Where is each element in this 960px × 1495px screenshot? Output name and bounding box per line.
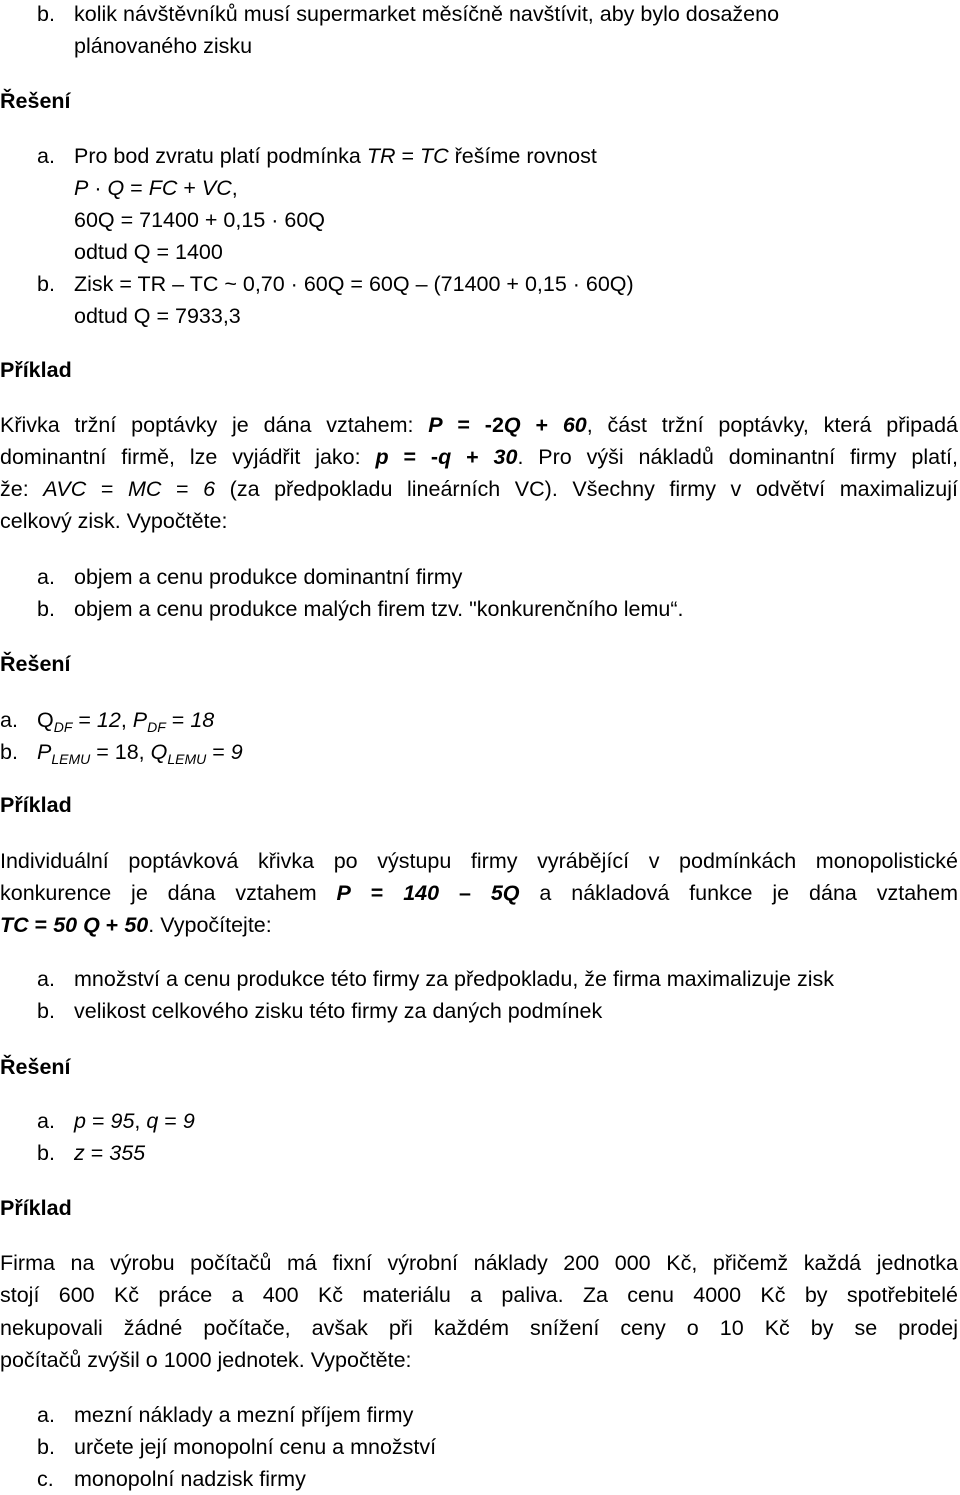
paragraph-line: Křivka tržní poptávky je dána vztahem: P = -2Q + 60, část tržní poptávky, která připadá <box>0 413 958 437</box>
solution-heading: Řešení <box>0 89 71 113</box>
equation: Zisk = TR – TC ~ 0,70 · 60Q = 60Q – (71400 + 0,15 · 60Q) <box>74 272 634 296</box>
list-marker: b. <box>37 1141 55 1165</box>
equation: odtud Q = 1400 <box>74 240 223 264</box>
list-marker: a. <box>37 565 55 589</box>
paragraph-line: konkurence je dána vztahem P = 140 – 5Q a nákladová funkce je dána vztahem <box>0 881 959 905</box>
solution-line: Pro bod zvratu platí podmínka TR = TC řešíme rovnost <box>74 144 597 168</box>
equation: P · Q = FC + VC, <box>74 176 238 200</box>
list-marker: b. <box>37 597 55 621</box>
solution-heading: Řešení <box>0 652 71 676</box>
result: $Q_{DF} = 12$, $P_{DF} = 18$ <box>37 708 215 735</box>
list-marker: b. <box>37 2 55 26</box>
paragraph-line: Firma na výrobu počítačů má fixní výrobní náklady 200 000 Kč, přičemž každá jednotka <box>0 1251 958 1275</box>
list-item-text: kolik návštěvníků musí supermarket měsíčně navštívit, aby bylo dosaženo <box>74 2 780 26</box>
list-item-text: určete její monopolní cenu a množství <box>74 1435 437 1459</box>
paragraph-line: že: AVC = MC = 6 (za předpokladu lineárních VC). Všechny firmy v odvětví maximalizují <box>0 477 958 501</box>
paragraph-line: dominantní firmě, lze vyjádřit jako: p = -q + 30. Pro výši nákladů dominantní firmy platí, <box>0 445 958 469</box>
equation: 60Q = 71400 + 0,15 · 60Q <box>74 208 326 232</box>
list-item-text: množství a cenu produkce této firmy za předpokladu, že firma maximalizuje zisk <box>74 967 834 991</box>
list-item-text: objem a cenu produkce malých firem tzv. "konkurenčního lemu“. <box>74 597 684 621</box>
list-marker: a. <box>37 967 55 991</box>
result: p = 95, q = 9 <box>74 1109 195 1133</box>
paragraph-line: Individuální poptávková křivka po výstupu firmy vyrábějící v podmínkách monopolistické <box>0 849 958 873</box>
example-heading: Příklad <box>0 358 72 382</box>
paragraph-line: stojí 600 Kč práce a 400 Kč materiálu a paliva. Za cenu 4000 Kč by spotřebitelé <box>0 1283 958 1307</box>
list-marker: a. <box>37 1109 55 1133</box>
list-item-text: mezní náklady a mezní příjem firmy <box>74 1403 414 1427</box>
paragraph-line: počítačů zvýšil o 1000 jednotek. Vypočtěte: <box>0 1348 412 1372</box>
list-marker: a. <box>37 1403 55 1427</box>
result: z = 355 <box>74 1141 146 1165</box>
example-heading: Příklad <box>0 1196 72 1220</box>
paragraph-line: celkový zisk. Vypočtěte: <box>0 509 228 533</box>
paragraph-line: nekupovali žádné počítače, avšak při každém snížení ceny o 10 Kč by se prodej <box>0 1316 958 1340</box>
list-item-text: plánovaného zisku <box>74 34 253 58</box>
list-marker: a. <box>0 708 18 732</box>
list-marker: b. <box>37 999 55 1023</box>
paragraph-line: TC = 50 Q + 50. Vypočítejte: <box>0 913 272 937</box>
equation: odtud Q = 7933,3 <box>74 304 241 328</box>
example-heading: Příklad <box>0 793 72 817</box>
list-item-text: velikost celkového zisku této firmy za daných podmínek <box>74 999 603 1023</box>
result: $P_{LEMU} = 18$, $Q_{LEMU} = 9$ <box>37 740 243 767</box>
list-marker: c. <box>37 1467 54 1491</box>
solution-heading: Řešení <box>0 1055 71 1079</box>
list-item-text: monopolní nadzisk firmy <box>74 1467 306 1491</box>
list-marker: b. <box>0 740 18 764</box>
list-marker: b. <box>37 1435 55 1459</box>
list-item-text: objem a cenu produkce dominantní firmy <box>74 565 463 589</box>
list-marker: b. <box>37 272 55 296</box>
list-marker: a. <box>37 144 55 168</box>
